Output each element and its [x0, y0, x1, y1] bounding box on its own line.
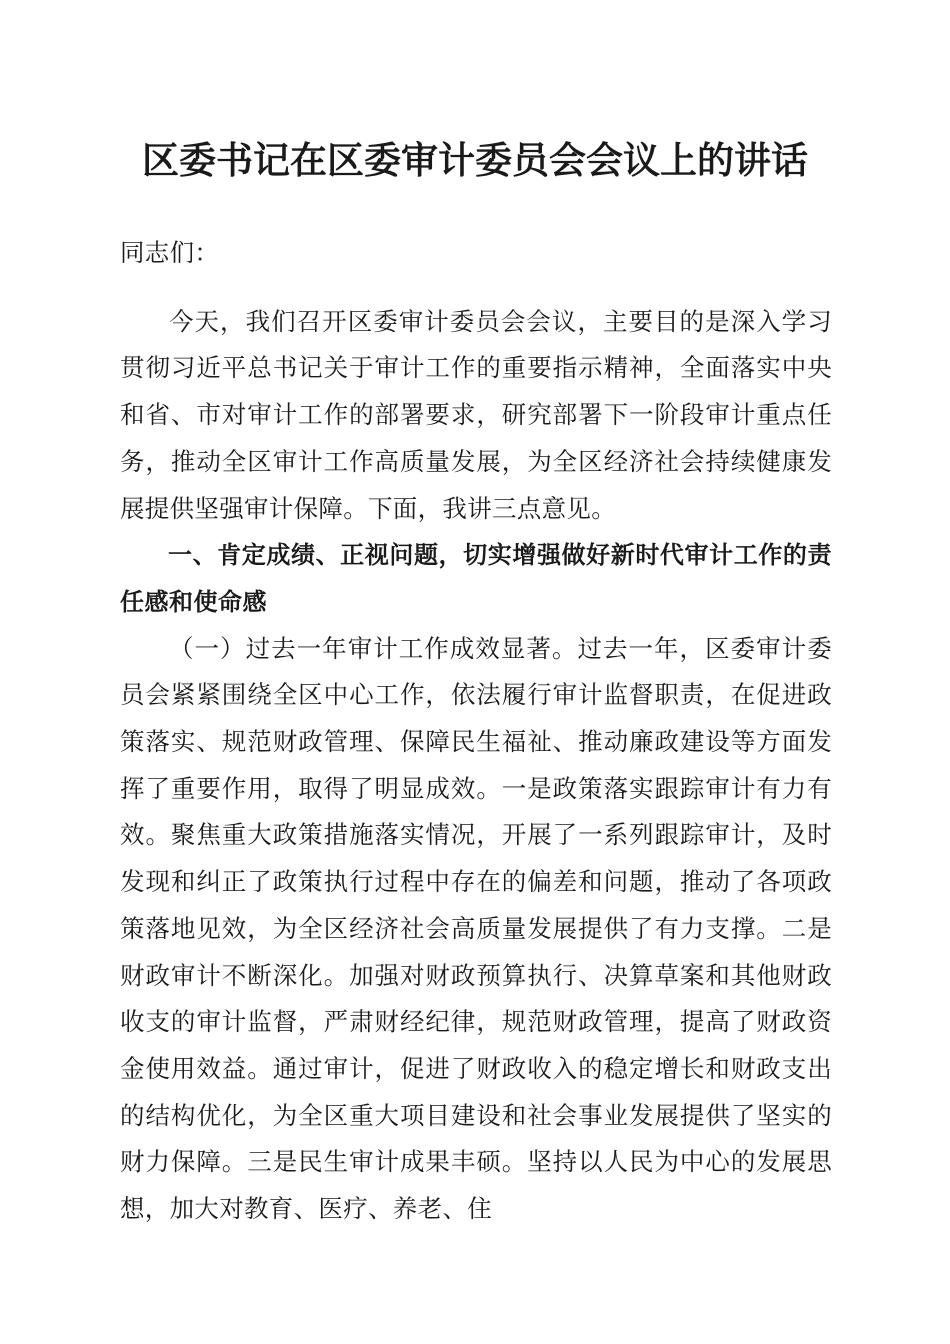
document-body [120, 230, 832, 1233]
section-paragraph: （一）过去一年审计工作成效显著。过去一年，区委审计委员会紧紧围绕全区中心工作，依法履行审计监督职责，在促进政策落实、规范财政管理、保障民生福祉、推动廉政建设等方面发挥了重要作用，取得了明显成效。一是政策落实跟踪审计有力有效。聚焦重大政策措施落实情况，开展了一系列跟踪审计，及时发现和纠正了政策执行过程中存在的偏差和问题，推动了各项政策落地见效，为全区经济社会高质量发展提供了有力支撑。二是财政审计不断深化。加强对财政预算执行、决算草案和其他财政收支的审计监督，严肃财经纪律，规范财政管理，提高了财政资金使用效益。通过审计，促进了财政收入的稳定增长和财政支出的结构优化，为全区重大项目建设和社会事业发展提供了坚实的财力保障。三是民生审计成果丰硕。坚持以人民为中心的发展思想，加大对教育、医疗、养老、住 [120, 633, 832, 1224]
salutation: 同志们： [120, 238, 220, 267]
document-title: 区委书记在区委审计委员会会议上的讲话 [142, 139, 808, 182]
section-heading: 一、肯定成绩、正视问题，切实增强做好新时代审计工作的责任感和使命感 [120, 541, 832, 616]
intro-paragraph: 今天，我们召开区委审计委员会会议，主要目的是深入学习贯彻习近平总书记关于审计工作的重要指示精神，全面落实中央和省、市对审计工作的部署要求，研究部署下一阶段审计重点任务，推动全区审计工作高质量发展，为全区经济社会持续健康发展提供坚强审计保障。下面，我讲三点意见。 [120, 306, 832, 523]
